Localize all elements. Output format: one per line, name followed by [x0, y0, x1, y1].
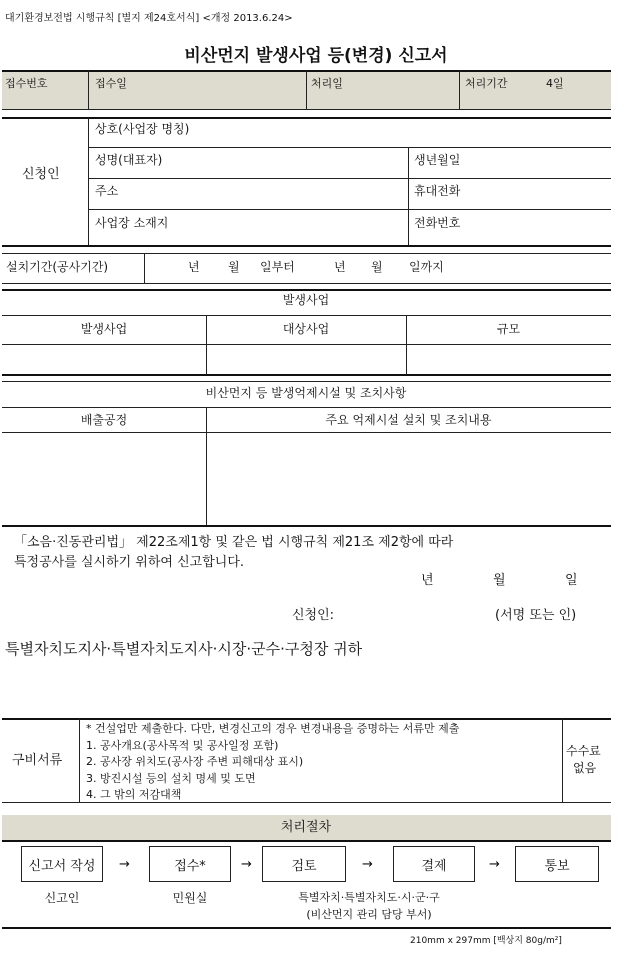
period-month-2: 월 — [371, 260, 383, 274]
receipt-no-label: 접수번호 — [5, 77, 48, 90]
step-write-form: 신고서 작성 — [21, 846, 103, 882]
col-scale-label: 규모 — [496, 322, 521, 336]
paper-spec: 210mm x 297mm [백상지 80g/m²] — [410, 936, 562, 946]
representative-name-label: 성명(대표자) — [95, 153, 163, 167]
applicant-top-line — [2, 117, 611, 119]
actor-authority-dept: (비산먼지 관리 담당 부서) — [306, 908, 432, 921]
measures-bottom-line — [2, 525, 611, 527]
legal-reference: 대기환경보전법 시행규칙 [별지 제24호서식] <개정 2013.6.24> — [5, 13, 293, 24]
col-target-label: 대상사업 — [282, 322, 330, 336]
document-item-2: 2. 공사장 위치도(공사장 주변 피해대상 표시) — [86, 755, 304, 768]
period-bottom-line — [2, 283, 611, 284]
form-title: 비산먼지 발생사업 등(변경) 신고서 — [184, 46, 448, 66]
declaration-line-1: 「소음·진동관리법」 제22조제1항 및 같은 법 시행규칙 제21조 제2항에 따라 — [14, 535, 454, 550]
applicant-bottom-line — [2, 245, 611, 247]
step-review: 검토 — [262, 846, 346, 882]
receipt-date-label: 접수일 — [95, 77, 127, 90]
step-receive: 접수* — [149, 846, 231, 882]
business-bottom-line — [2, 374, 611, 376]
declaration-day: 일 — [565, 573, 578, 588]
arrow-right-icon: → — [489, 857, 500, 872]
actor-authority: 특별자치·특별자치도·시·군·구 — [298, 891, 440, 904]
business-top-line — [2, 289, 611, 291]
period-top-line — [2, 253, 611, 254]
document-item-3: 3. 방진시설 등의 설치 명세 및 도면 — [86, 772, 256, 785]
document-item-1: 1. 공사개요(공사목적 및 공사일정 포함) — [86, 739, 279, 752]
process-date-label: 처리일 — [311, 77, 343, 90]
applicant-section-label: 신청인 — [22, 167, 60, 182]
period-year-1: 년 — [188, 260, 200, 274]
procedure-top-line — [2, 840, 611, 842]
measures-section-title: 비산먼지 등 발생억제시설 및 조치사항 — [205, 386, 407, 400]
arrow-right-icon: → — [362, 857, 373, 872]
business-name-label: 상호(사업장 명칭) — [95, 122, 190, 136]
applicant-sign-label: 신청인: — [292, 608, 335, 623]
documents-label: 구비서류 — [12, 753, 63, 768]
process-period-label: 처리기간 — [465, 77, 508, 90]
documents-top-line — [2, 718, 611, 720]
address-label: 주소 — [95, 184, 119, 198]
documents-note: * 건설업만 제출한다. 다만, 변경신고의 경우 변경내용을 증명하는 서류만 제출 — [86, 722, 460, 735]
fee-value: 없음 — [573, 761, 597, 775]
document-item-4: 4. 그 밖의 저감대책 — [86, 788, 182, 801]
signature-label: (서명 또는 인) — [495, 608, 577, 623]
col-measures-label: 주요 억제시설 설치 및 조치내용 — [325, 413, 492, 427]
business-section-title: 발생사업 — [282, 293, 330, 307]
arrow-right-icon: → — [119, 857, 130, 872]
site-location-label: 사업장 소재지 — [95, 216, 169, 230]
declaration-month: 월 — [493, 573, 506, 588]
process-period-value: 4일 — [546, 77, 564, 90]
period-month-1: 월 — [228, 260, 240, 274]
birth-date-label: 생년월일 — [414, 153, 461, 167]
col-process-label: 배출공정 — [80, 413, 128, 427]
period-label: 설치기간(공사기간) — [6, 260, 109, 274]
arrow-right-icon: → — [241, 857, 252, 872]
addressee: 특별자치도지사·특별자치도지사·시장·군수·구청장 귀하 — [5, 640, 363, 658]
step-notify: 통보 — [515, 846, 599, 882]
period-day-from: 일부터 — [260, 260, 295, 274]
declaration-year: 년 — [421, 573, 434, 588]
documents-bottom-line — [2, 802, 611, 803]
declaration-line-2: 특정공사를 실시하기 위하여 신고합니다. — [14, 555, 245, 570]
phone-number-label: 전화번호 — [414, 216, 461, 230]
actor-applicant: 신고인 — [44, 891, 80, 905]
receipt-bottom-line — [2, 109, 611, 110]
period-year-2: 년 — [334, 260, 346, 274]
procedure-bottom-line — [2, 927, 611, 929]
mobile-phone-label: 휴대전화 — [414, 184, 461, 198]
fee-label: 수수료 — [566, 744, 601, 758]
measures-top-line — [2, 381, 611, 382]
period-day-to: 일까지 — [409, 260, 444, 274]
actor-civil-office: 민원실 — [172, 891, 208, 905]
procedure-title: 처리절차 — [280, 820, 332, 835]
col-business-label: 발생사업 — [80, 322, 128, 336]
step-approve: 결제 — [393, 846, 475, 882]
